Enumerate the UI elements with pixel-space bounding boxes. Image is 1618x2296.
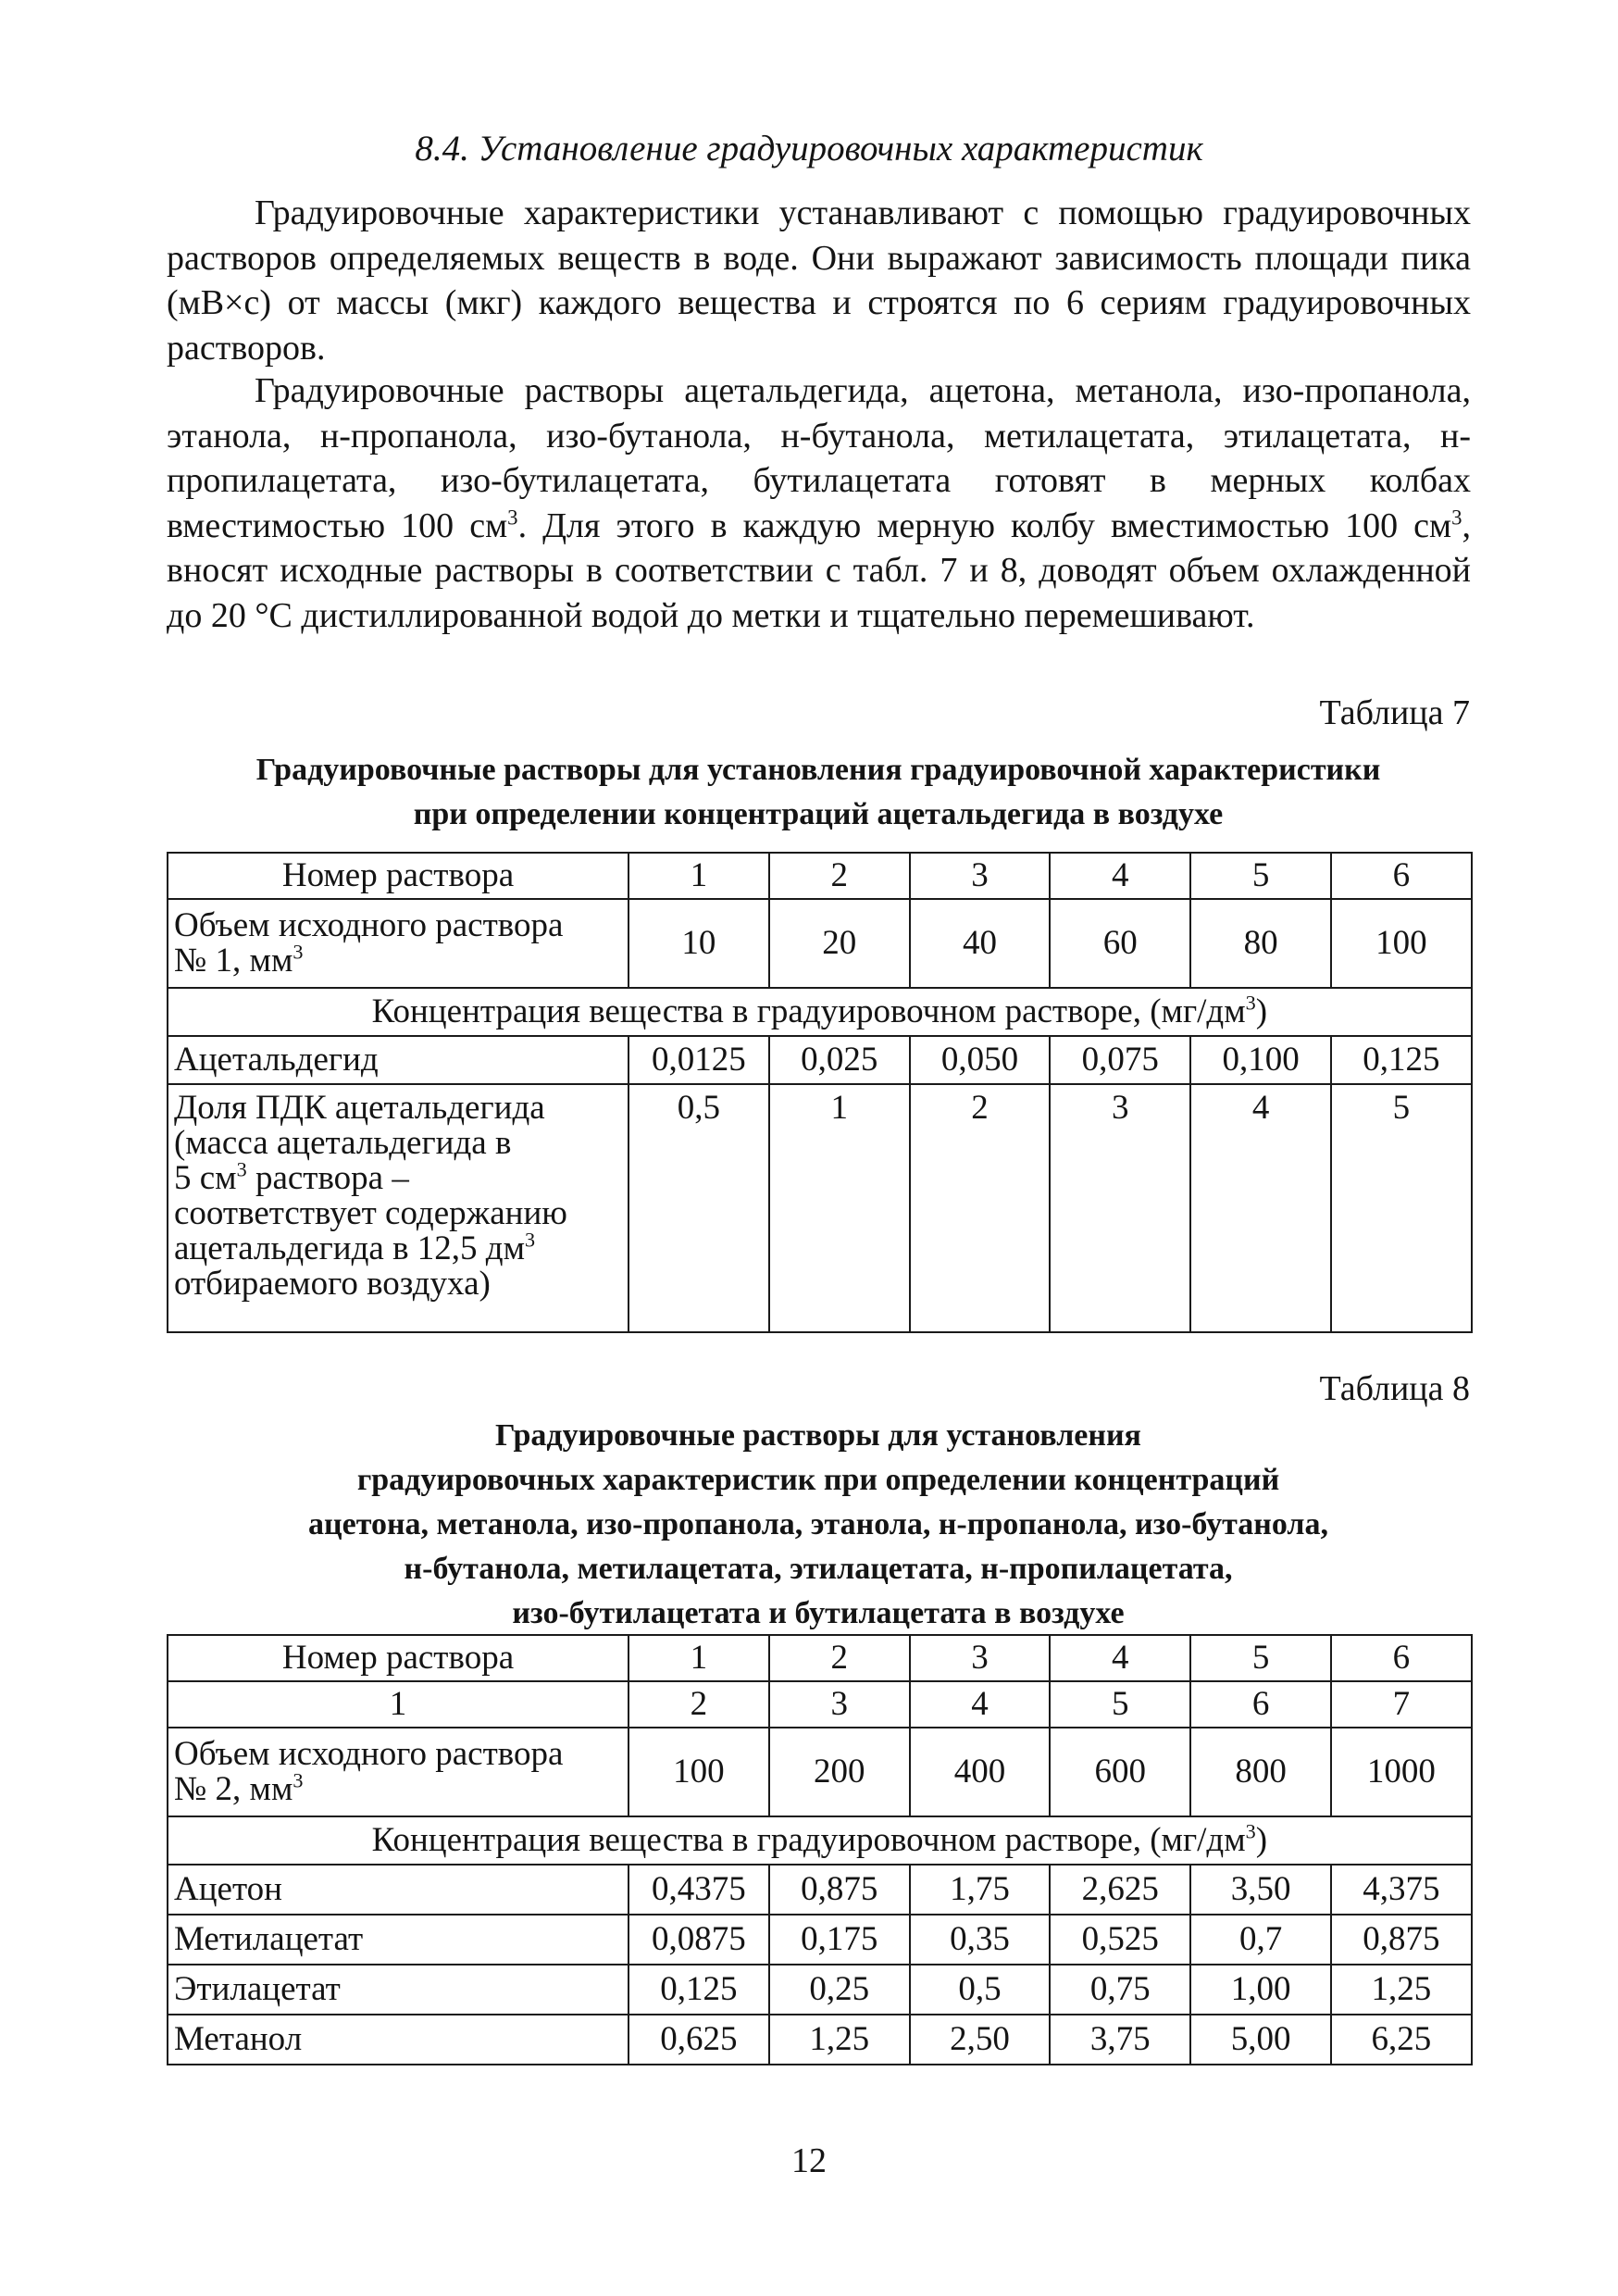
- table-cell: 10: [629, 899, 769, 988]
- table-cell: 0,525: [1050, 1915, 1190, 1965]
- table-cell: 3: [1050, 1084, 1190, 1332]
- table-cell: 0,100: [1190, 1036, 1331, 1084]
- caption-line: ацетона, метанола, изо-пропанола, этанола, н-пропанола, изо-бутанола,: [308, 1507, 1328, 1541]
- table-cell: 6,25: [1331, 2015, 1472, 2065]
- substance-name-cell: Метанол: [168, 2015, 629, 2065]
- paragraph-text-part: , вносят исходные растворы в соответствии с табл. 7 и 8, доводят объем охлажденной до 20 °С дистиллированной водой до метки и тщательно перемешивают.: [167, 505, 1472, 635]
- table-row: [168, 1915, 1472, 1965]
- cell-text: ): [1255, 992, 1268, 1030]
- substance-name-cell: Этилацетат: [168, 1965, 629, 2015]
- table-cell: 3,75: [1050, 2015, 1190, 2065]
- table-cell: 0,625: [629, 2015, 769, 2065]
- cell-text: № 1, мм: [174, 942, 293, 980]
- caption-line: Градуировочные растворы для установления: [495, 1418, 1141, 1453]
- caption-line: Градуировочные растворы для установления градуировочной характеристики: [255, 753, 1381, 787]
- table-cell: 0,75: [1050, 1965, 1190, 2015]
- caption-line: изо-бутилацетата и бутилацетата в воздухе: [512, 1596, 1125, 1630]
- table-8: [167, 1634, 1473, 2065]
- table-row: [168, 1865, 1472, 1915]
- table-row: [168, 2015, 1472, 2065]
- table-cell: 2: [769, 853, 910, 899]
- table-cell: 4: [910, 1681, 1051, 1728]
- caption-line: н-бутанола, метилацетата, этилацетата, н-пропилацетата,: [404, 1552, 1233, 1586]
- table-row: [168, 1728, 1472, 1816]
- table-cell: 400: [910, 1728, 1051, 1816]
- table-row: [168, 899, 1472, 988]
- concentration-header-cell: [168, 988, 1472, 1036]
- table-7: [167, 852, 1473, 1333]
- table-cell: 800: [1190, 1728, 1331, 1816]
- table-cell: 20: [769, 899, 910, 988]
- table-cell: 5,00: [1190, 2015, 1331, 2065]
- cell-text: ): [1255, 1821, 1268, 1859]
- table-cell: 1: [629, 1635, 769, 1681]
- table-cell: 2: [629, 1681, 769, 1728]
- table-cell: 1,75: [910, 1865, 1051, 1915]
- substance-name-cell: Ацетальдегид: [168, 1036, 629, 1084]
- table-cell: 5: [1331, 1084, 1472, 1332]
- table-cell: 0,075: [1050, 1036, 1190, 1084]
- table-cell: 5: [1190, 1635, 1331, 1681]
- cell-text-part: ацетальдегида в 12,5 дм: [174, 1229, 526, 1267]
- superscript: 3: [1245, 991, 1256, 1015]
- header-cell: Номер раствора: [168, 853, 629, 899]
- table-row: [168, 988, 1472, 1036]
- table-cell: 0,25: [769, 1965, 910, 2015]
- table-cell: 4: [1190, 1084, 1331, 1332]
- cell-text: Доля ПДК ацетальдегида: [174, 1089, 545, 1127]
- table-row: [168, 1635, 1472, 1681]
- table-row: [168, 1681, 1472, 1728]
- table-cell: 0,5: [629, 1084, 769, 1332]
- cell-text: Концентрация вещества в градуировочном растворе, (мг/дм: [371, 1821, 1246, 1859]
- table-cell: 0,125: [1331, 1036, 1472, 1084]
- cell-text-part: раствора –: [246, 1159, 409, 1197]
- cell-text: Объем исходного раствора: [174, 906, 564, 944]
- table-cell: 0,025: [769, 1036, 910, 1084]
- caption-line: при определении концентраций ацетальдегида в воздухе: [413, 797, 1224, 831]
- cell-text: [174, 1157, 622, 1197]
- concentration-header-cell: [168, 1816, 1472, 1865]
- table-cell: 2: [769, 1635, 910, 1681]
- page-number: 12: [791, 2141, 827, 2180]
- cell-text: отбираемого воздуха): [174, 1265, 491, 1303]
- table-row: [168, 853, 1472, 899]
- cell-text: соответствует содержанию: [174, 1194, 567, 1232]
- table-cell: 40: [910, 899, 1051, 988]
- table-cell: 2,625: [1050, 1865, 1190, 1915]
- table-7-caption: [139, 748, 1498, 837]
- table-cell: 3: [769, 1681, 910, 1728]
- table-8-caption: [139, 1414, 1498, 1636]
- superscript: 3: [292, 940, 304, 964]
- table-cell: 5: [1050, 1681, 1190, 1728]
- superscript: 3: [236, 1157, 247, 1181]
- table-cell: 100: [629, 1728, 769, 1816]
- table-7-label: Таблица 7: [1319, 693, 1470, 732]
- table-cell: 80: [1190, 899, 1331, 988]
- caption-line: градуировочных характеристик при определении концентраций: [356, 1463, 1280, 1497]
- table-cell: 5: [1190, 853, 1331, 899]
- table-cell: 6: [1331, 853, 1472, 899]
- table-cell: 1: [769, 1084, 910, 1332]
- table-cell: 0,050: [910, 1036, 1051, 1084]
- table-8-label: Таблица 8: [1319, 1369, 1470, 1408]
- table-cell: 0,175: [769, 1915, 910, 1965]
- table-cell: 3,50: [1190, 1865, 1331, 1915]
- table-cell: 4,375: [1331, 1865, 1472, 1915]
- table-cell: 1,25: [1331, 1965, 1472, 2015]
- table-cell: 0,875: [1331, 1915, 1472, 1965]
- superscript: 3: [1245, 1819, 1256, 1843]
- cell-text: Концентрация вещества в градуировочном растворе, (мг/дм: [371, 992, 1246, 1030]
- header-cell: Номер раствора: [168, 1635, 629, 1681]
- table-cell: 1,00: [1190, 1965, 1331, 2015]
- table-cell: 0,5: [910, 1965, 1051, 2015]
- section-title: 8.4. Установление градуировочных характеристик: [415, 129, 1203, 168]
- cell-text: [174, 1228, 622, 1267]
- table-cell: 200: [769, 1728, 910, 1816]
- table-cell: 0,0875: [629, 1915, 769, 1965]
- volume-label-cell: [168, 899, 629, 988]
- table-row: [168, 1816, 1472, 1865]
- table-cell: 0,7: [1190, 1915, 1331, 1965]
- table-cell: 0,35: [910, 1915, 1051, 1965]
- superscript: 3: [507, 505, 518, 529]
- table-cell: 4: [1050, 1635, 1190, 1681]
- table-cell: 60: [1050, 899, 1190, 988]
- table-cell: 4: [1050, 853, 1190, 899]
- cell-text-part: 5 см: [174, 1159, 237, 1197]
- superscript: 3: [1451, 505, 1462, 529]
- table-cell: 3: [910, 1635, 1051, 1681]
- table-cell: 6: [1190, 1681, 1331, 1728]
- paragraph-text-part: Градуировочные растворы ацетальдегида, ацетона, метанола, изо-пропанола, этанола, н-пропанола, изо-бутанола, н-бутанола, метилацетата, этилацетата, н-пропилацетата, изо-бутилацетата, бутилацетата готовят в мерных колбах вместимостью 100 см: [167, 371, 1471, 545]
- table-cell: 1000: [1331, 1728, 1472, 1816]
- superscript: 3: [525, 1228, 536, 1252]
- table-row: [168, 1084, 1472, 1332]
- table-row: [168, 1965, 1472, 2015]
- pdk-label-cell: [168, 1084, 629, 1332]
- table-cell: 2: [910, 1084, 1051, 1332]
- table-cell: 600: [1050, 1728, 1190, 1816]
- paragraph-text-part: . Для этого в каждую мерную колбу вместимостью 100 см: [517, 505, 1452, 545]
- table-cell: 1: [629, 853, 769, 899]
- cell-text: Объем исходного раствора: [174, 1735, 564, 1773]
- table-cell: 3: [910, 853, 1051, 899]
- volume-label-cell: [168, 1728, 629, 1816]
- cell-text: № 2, мм: [174, 1770, 293, 1808]
- table-cell: 1,25: [769, 2015, 910, 2065]
- substance-name-cell: Метилацетат: [168, 1915, 629, 1965]
- table-cell: 0,4375: [629, 1865, 769, 1915]
- table-cell: 100: [1331, 899, 1472, 988]
- table-cell: 0,875: [769, 1865, 910, 1915]
- superscript: 3: [292, 1768, 304, 1792]
- table-cell: 1: [168, 1681, 629, 1728]
- paragraph-calibration-preparation: [167, 368, 1471, 638]
- table-cell: 0,125: [629, 1965, 769, 2015]
- table-row: [168, 1036, 1472, 1084]
- paragraph-calibration-intro: Градуировочные характеристики устанавливают с помощью градуировочных растворов определяемых веществ в воде. Они выражают зависимость площади пика (мВ×с) от массы (мкг) каждого вещества и строятся по 6 сериям градуировочных растворов.: [167, 193, 1471, 368]
- table-cell: 2,50: [910, 2015, 1051, 2065]
- table-cell: 7: [1331, 1681, 1472, 1728]
- table-cell: 0,0125: [629, 1036, 769, 1084]
- substance-name-cell: Ацетон: [168, 1865, 629, 1915]
- cell-text: (масса ацетальдегида в: [174, 1124, 512, 1162]
- table-cell: 6: [1331, 1635, 1472, 1681]
